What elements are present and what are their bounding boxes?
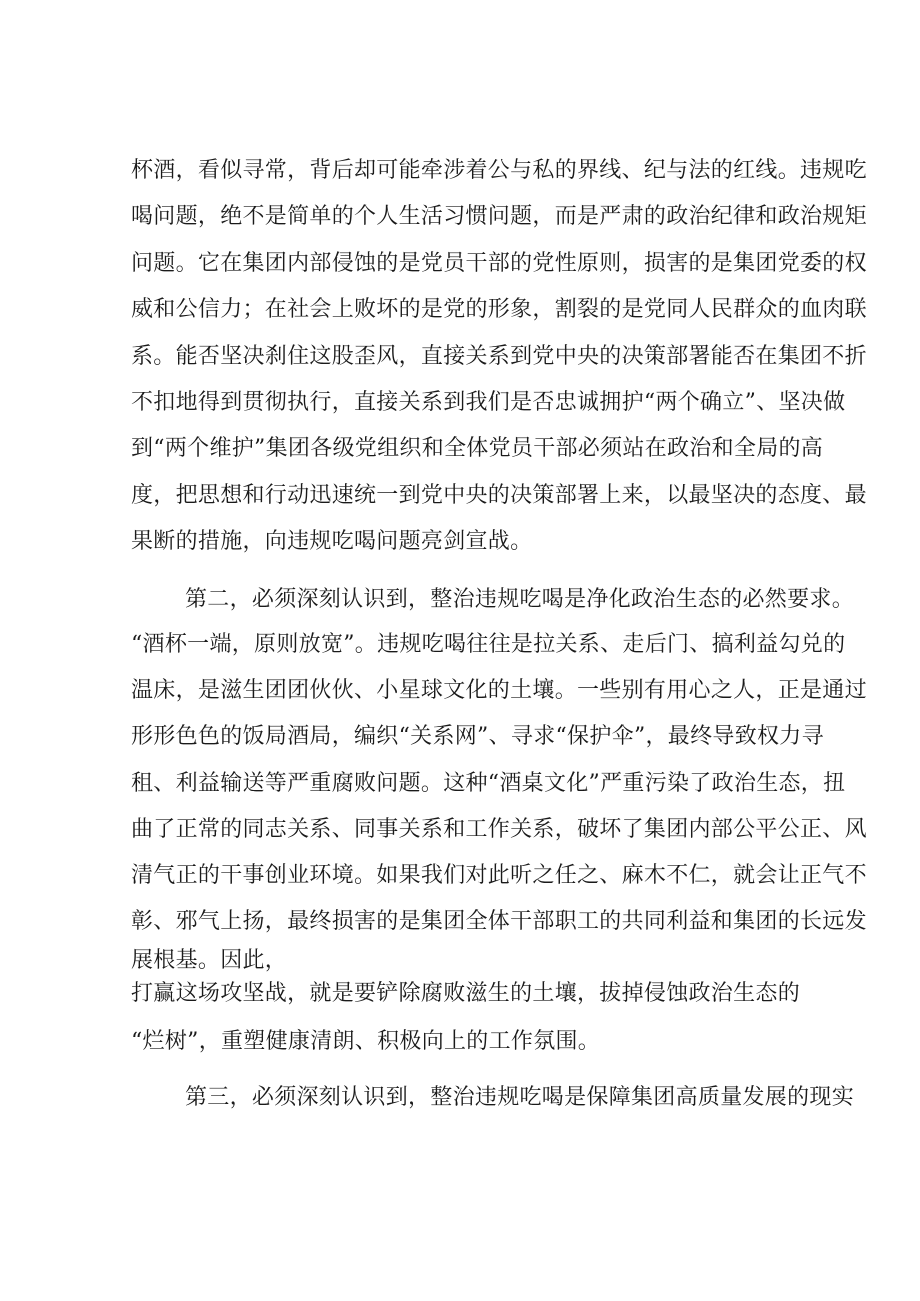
paragraph-heading-line: 第二，必须深刻认识到，整治违规吃喝是净化政治生态的必然要求。 — [185, 587, 855, 612]
text-line: 不扣地得到贯彻执行，直接关系到我们是否忠诚拥护“两个确立”、坚决做 — [131, 390, 846, 415]
text-line: “酒杯一端，原则放宽”。违规吃喝往往是拉关系、走后门、搞利益勾兑的 — [131, 632, 846, 657]
text-line: 展根基。因此， — [131, 948, 288, 973]
paragraph-heading-line: 第三，必须深刻认识到，整治违规吃喝是保障集团高质量发展的现实 — [185, 1085, 855, 1110]
text-line: 温床，是滋生团团伙伙、小星球文化的土壤。一些别有用心之人，正是通过 — [131, 678, 867, 703]
text-line: 杯酒，看似寻常，背后却可能牵涉着公与私的界线、纪与法的红线。违规吃 — [131, 158, 867, 183]
text-line: 租、利益输送等严重腐败问题。这种“酒桌文化”严重污染了政治生态，扭 — [131, 771, 846, 796]
text-line: 打赢这场攻坚战，就是要铲除腐败滋生的土壤，拔掉侵蚀政治生态的 — [131, 981, 801, 1006]
text-line: 形形色色的饭局酒局，编织“关系网”、寻求“保护伞”，最终导致权力寻 — [131, 724, 824, 749]
text-line: 曲了正常的同志关系、同事关系和工作关系，破坏了集团内部公平公正、风 — [131, 817, 867, 842]
text-line: 彰、邪气上扬，最终损害的是集团全体干部职工的共同利益和集团的长远发 — [131, 909, 867, 934]
text-line: 喝问题，绝不是简单的个人生活习惯问题，而是严肃的政治纪律和政治规矩 — [131, 204, 867, 229]
text-line: 问题。它在集团内部侵蚀的是党员干部的党性原则，损害的是集团党委的权 — [131, 251, 867, 276]
text-line: 清气正的干事创业环境。如果我们对此听之任之、麻木不仁，就会让正气不 — [131, 863, 867, 888]
text-line: 度，把思想和行动迅速统一到党中央的决策部署上来，以最坚决的态度、最 — [131, 483, 867, 508]
text-line: 果断的措施，向违规吃喝问题亮剑宣战。 — [131, 529, 533, 554]
text-line: 威和公信力；在社会上败坏的是党的形象，割裂的是党同人民群众的血肉联 — [131, 297, 867, 322]
text-line: 到“两个维护”集团各级党组织和全体党员干部必须站在政治和全局的高 — [131, 436, 824, 461]
text-line: “烂树”，重塑健康清朗、积极向上的工作氛围。 — [131, 1029, 601, 1054]
text-line: 系。能否坚决刹住这股歪风，直接关系到党中央的决策部署能否在集团不折 — [131, 344, 867, 369]
